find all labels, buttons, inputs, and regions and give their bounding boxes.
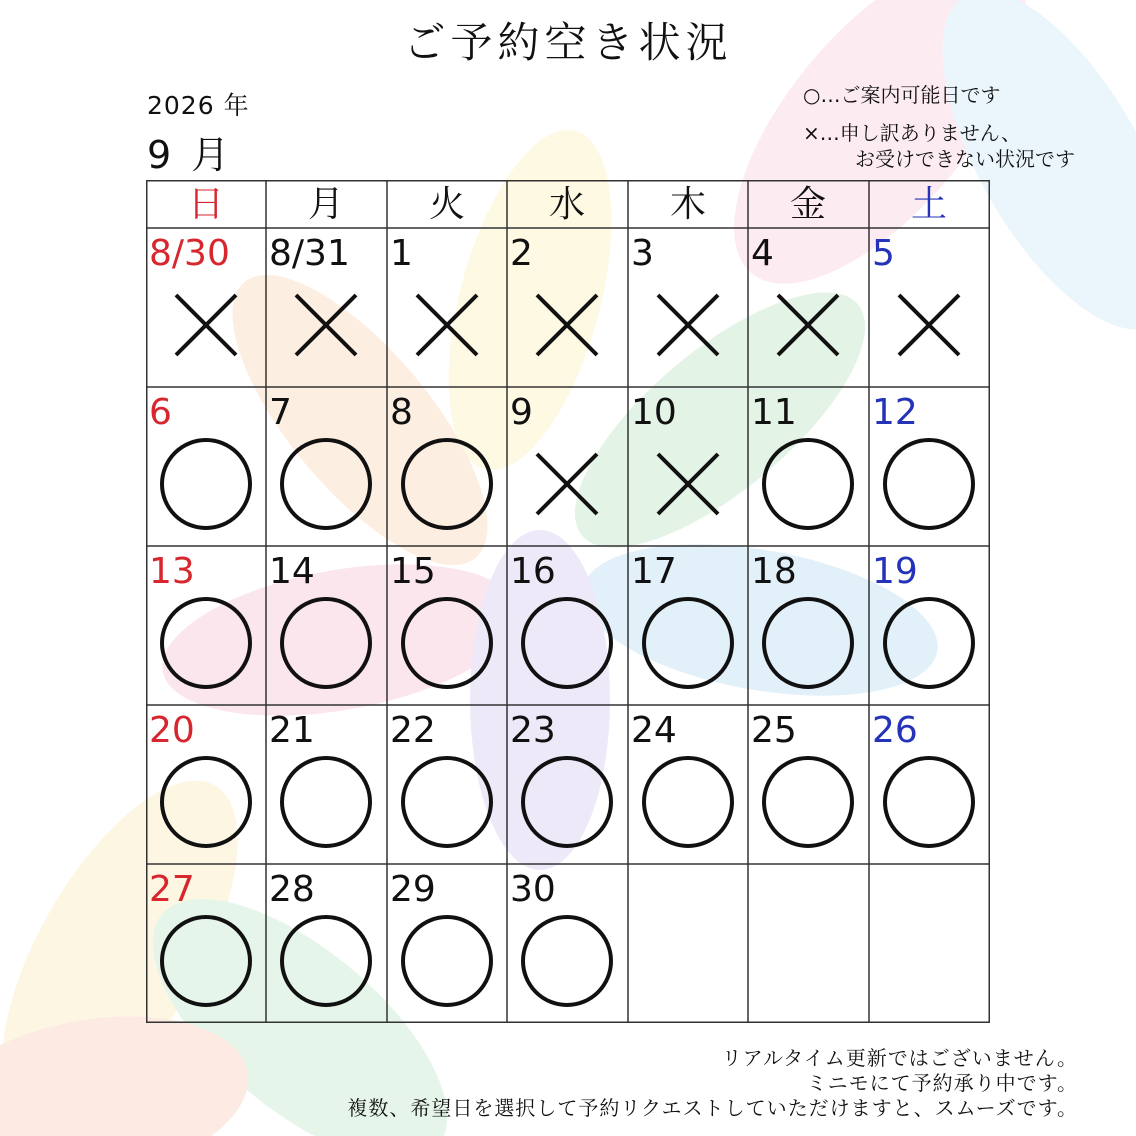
day-number: 4 [751, 233, 774, 274]
unavailable-cross-icon [628, 265, 748, 385]
available-circle-icon [146, 424, 266, 544]
available-circle-icon [266, 742, 386, 862]
available-circle-icon [507, 901, 627, 1021]
available-circle-icon [387, 424, 507, 544]
weekday-header-saturday: 土 [910, 184, 947, 225]
day-number: 16 [510, 551, 556, 592]
available-circle-icon [146, 901, 266, 1021]
day-number: 18 [751, 551, 797, 592]
available-circle-icon [869, 742, 989, 862]
unavailable-cross-icon [146, 265, 266, 385]
day-number: 5 [872, 233, 895, 274]
day-number: 10 [631, 392, 677, 433]
day-number: 6 [149, 392, 172, 433]
unavailable-cross-icon [507, 265, 627, 385]
available-circle-icon [628, 742, 748, 862]
year-label: 2026 年 [147, 91, 250, 120]
day-number: 8/30 [149, 233, 230, 274]
day-number: 17 [631, 551, 677, 592]
available-circle-icon [266, 583, 386, 703]
day-number: 11 [751, 392, 797, 433]
day-number: 14 [269, 551, 315, 592]
available-circle-icon [628, 583, 748, 703]
day-number: 9 [510, 392, 533, 433]
unavailable-cross-icon [869, 265, 989, 385]
unavailable-cross-icon [266, 265, 386, 385]
available-circle-icon [507, 742, 627, 862]
available-circle-icon [748, 424, 868, 544]
day-number: 21 [269, 710, 315, 751]
weekday-header-wednesday: 水 [548, 184, 585, 225]
unavailable-cross-icon [748, 265, 868, 385]
available-circle-icon [146, 742, 266, 862]
day-number: 7 [269, 392, 292, 433]
unavailable-cross-icon [628, 424, 748, 544]
calendar-grid [146, 180, 990, 1023]
weekday-header-tuesday: 火 [428, 184, 465, 225]
available-circle-icon [387, 742, 507, 862]
day-number: 13 [149, 551, 195, 592]
legend-available: ○…ご案内可能日です [803, 83, 1001, 107]
day-number: 8/31 [269, 233, 350, 274]
weekday-header-monday: 月 [307, 184, 344, 225]
day-number: 24 [631, 710, 677, 751]
legend-unavailable-line1: ×…申し訳ありません、 [803, 121, 1021, 145]
available-circle-icon [387, 583, 507, 703]
day-number: 23 [510, 710, 556, 751]
weekday-header-thursday: 木 [669, 184, 706, 225]
footer-note-1: リアルタイム更新ではございません。 [721, 1046, 1078, 1070]
available-circle-icon [748, 583, 868, 703]
day-number: 15 [390, 551, 436, 592]
day-number: 1 [390, 233, 413, 274]
day-number: 22 [390, 710, 436, 751]
footer-note-2: ミニモにて予約承り中です。 [806, 1071, 1078, 1095]
footer-note-3: 複数、希望日を選択して予約リクエストしていただけますと、スムーズです。 [347, 1096, 1078, 1120]
day-number: 27 [149, 869, 195, 910]
day-number: 2 [510, 233, 533, 274]
available-circle-icon [387, 901, 507, 1021]
day-number: 25 [751, 710, 797, 751]
day-number: 3 [631, 233, 654, 274]
unavailable-cross-icon [387, 265, 507, 385]
available-circle-icon [748, 742, 868, 862]
available-circle-icon [266, 901, 386, 1021]
day-number: 26 [872, 710, 918, 751]
page-title: ご予約空き状況 [403, 18, 733, 67]
month-label: 9 月 [147, 133, 234, 177]
day-number: 28 [269, 869, 315, 910]
weekday-header-sunday: 日 [187, 184, 224, 225]
day-number: 19 [872, 551, 918, 592]
available-circle-icon [507, 583, 627, 703]
day-number: 12 [872, 392, 918, 433]
available-circle-icon [869, 583, 989, 703]
day-number: 30 [510, 869, 556, 910]
day-number: 20 [149, 710, 195, 751]
available-circle-icon [266, 424, 386, 544]
available-circle-icon [146, 583, 266, 703]
day-number: 8 [390, 392, 413, 433]
day-number: 29 [390, 869, 436, 910]
unavailable-cross-icon [507, 424, 627, 544]
weekday-header-friday: 金 [789, 184, 826, 225]
legend-unavailable-line2: お受けできない状況です [855, 147, 1075, 171]
available-circle-icon [869, 424, 989, 544]
